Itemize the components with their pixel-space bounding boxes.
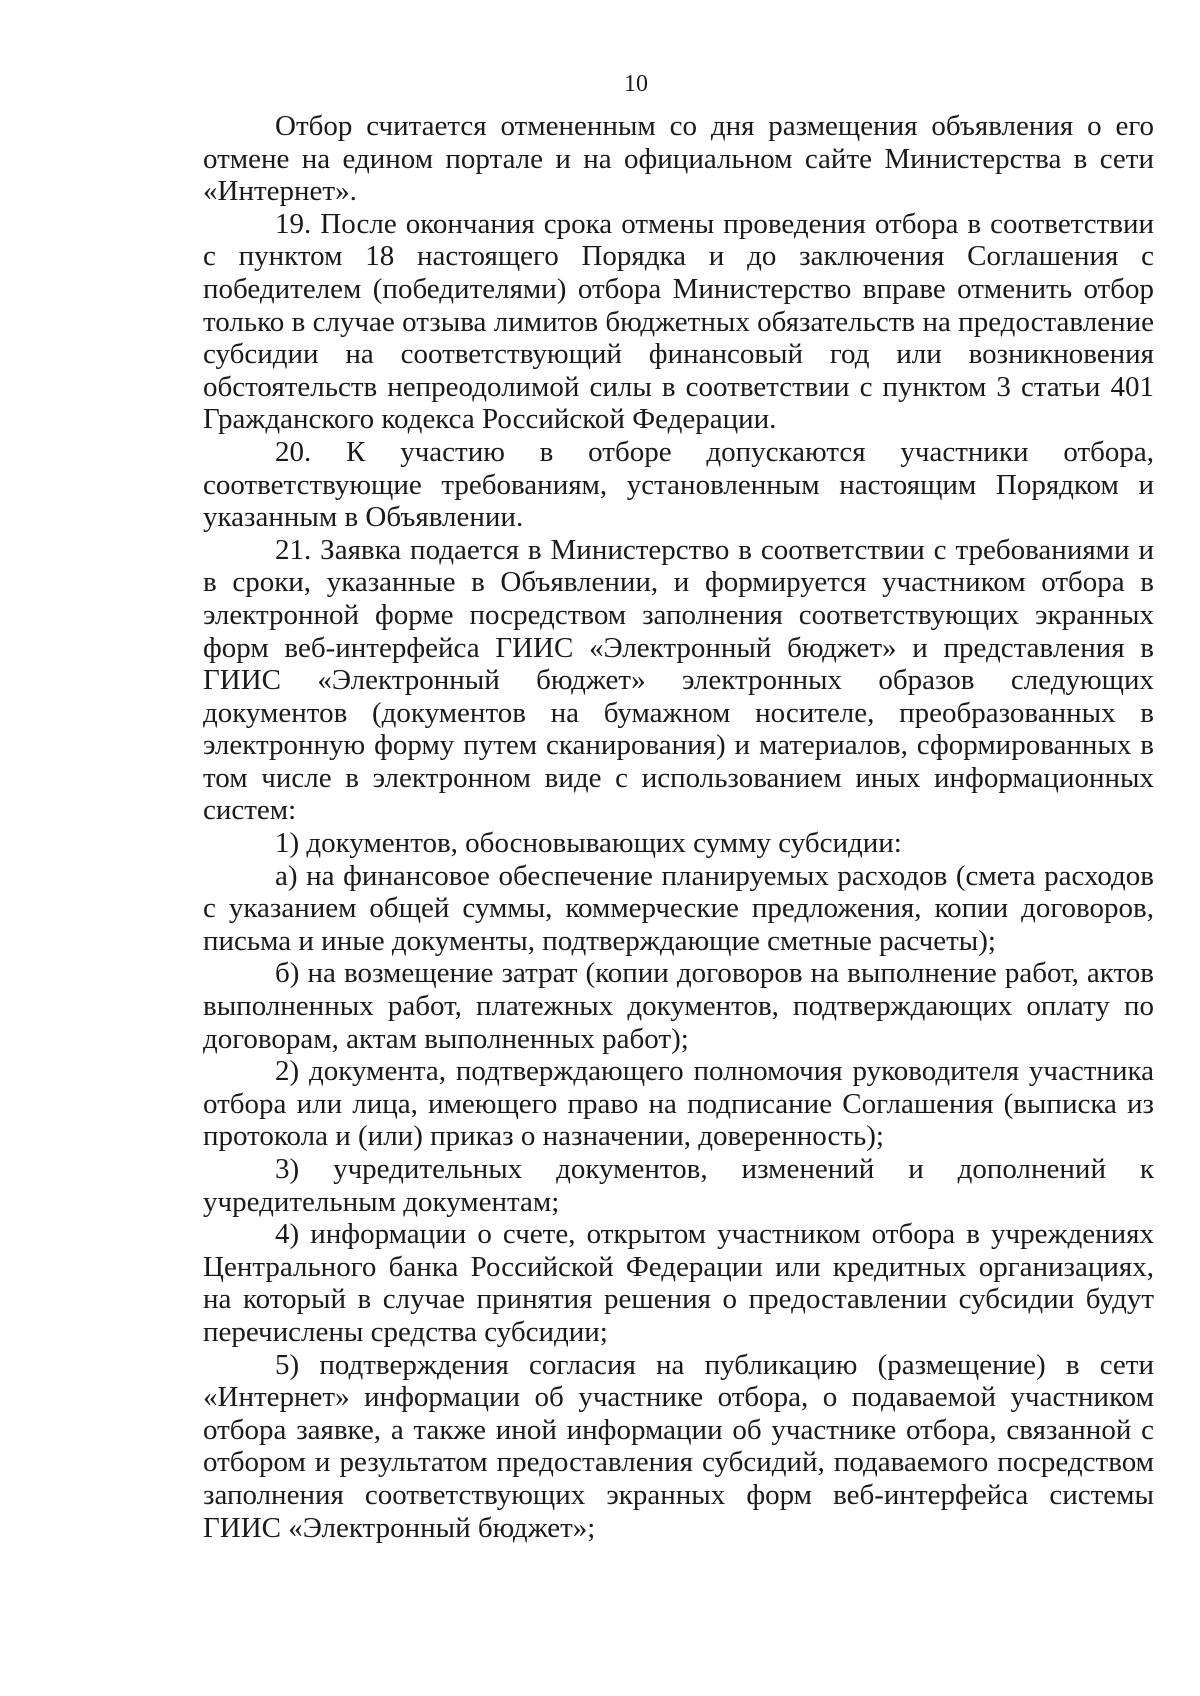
list-item-1a: а) на финансовое обеспечение планируемых расходов (смета расходов с указанием общей суммы, коммерческие предложения, копии договоров, письма и иные документы, подтверждающие сметные расчеты); [203,859,1154,957]
paragraph-selection-cancelled: Отбор считается отмененным со дня размещения объявления о его отмене на едином портале и на официальном сайте Министерства в сети «Интернет». [203,110,1154,208]
paragraph-20: 20. К участию в отборе допускаются участники отбора, соответствующие требованиям, установленным настоящим Порядком и указанным в Объявлении. [203,435,1154,534]
paragraph-21: 21. Заявка подается в Министерство в соответствии с требованиями и в сроки, указанные в Объявлении, и формируется участником отбора в электронной форме посредством заполнения соответствующих экранных форм веб-интерфейса ГИИС «Электронный бюджет» и представления в ГИИС «Электронный бюджет» электронных образов следующих документов (документов на бумажном носителе, преобразованных в электронную форму путем сканирования) и материалов, сформированных в том числе в электронном виде с использованием иных информационных систем: [203,533,1154,827]
list-item-3: 3) учредительных документов, изменений и дополнений к учредительным документам; [203,1153,1154,1218]
list-item-1: 1) документов, обосновывающих сумму субсидии: [275,827,902,860]
list-item-1b: б) на возмещение затрат (копии договоров на выполнение работ, актов выполненных работ, платежных документов, подтверждающих оплату по договорам, актам выполненных работ); [203,957,1154,1055]
document-body [203,110,1154,1544]
list-item-4: 4) информации о счете, открытом участником отбора в учреждениях Центрального банка Российской Федерации или кредитных организациях, на который в случае принятия решения о предоставлении субсидии будут перечислены средства субсидии; [203,1218,1154,1348]
page-number: 10 [624,71,648,97]
list-item-2: 2) документа, подтверждающего полномочия руководителя участника отбора или лица, имеющего право на подписание Соглашения (выписка из протокола и (или) приказ о назначении, доверенность); [203,1055,1154,1153]
paragraph-19: 19. После окончания срока отмены проведения отбора в соответствии с пунктом 18 настоящего Порядка и до заключения Соглашения с победителем (победителями) отбора Министерство вправе отменить отбор только в случае отзыва лимитов бюджетных обязательств на предоставление субсидии на соответствующий финансовый год или возникновения обстоятельств непреодолимой силы в соответствии с пунктом 3 статьи 401 Гражданского кодекса Российской Федерации. [203,207,1154,436]
list-item-5: 5) подтверждения согласия на публикацию (размещение) в сети «Интернет» информации об участнике отбора, о подаваемой участником отбора заявке, а также иной информации об участнике отбора, связанной с отбором и результатом предоставления субсидий, подаваемого посредством заполнения соответствующих экранных форм веб-интерфейса системы ГИИС «Электронный бюджет»; [203,1348,1154,1544]
